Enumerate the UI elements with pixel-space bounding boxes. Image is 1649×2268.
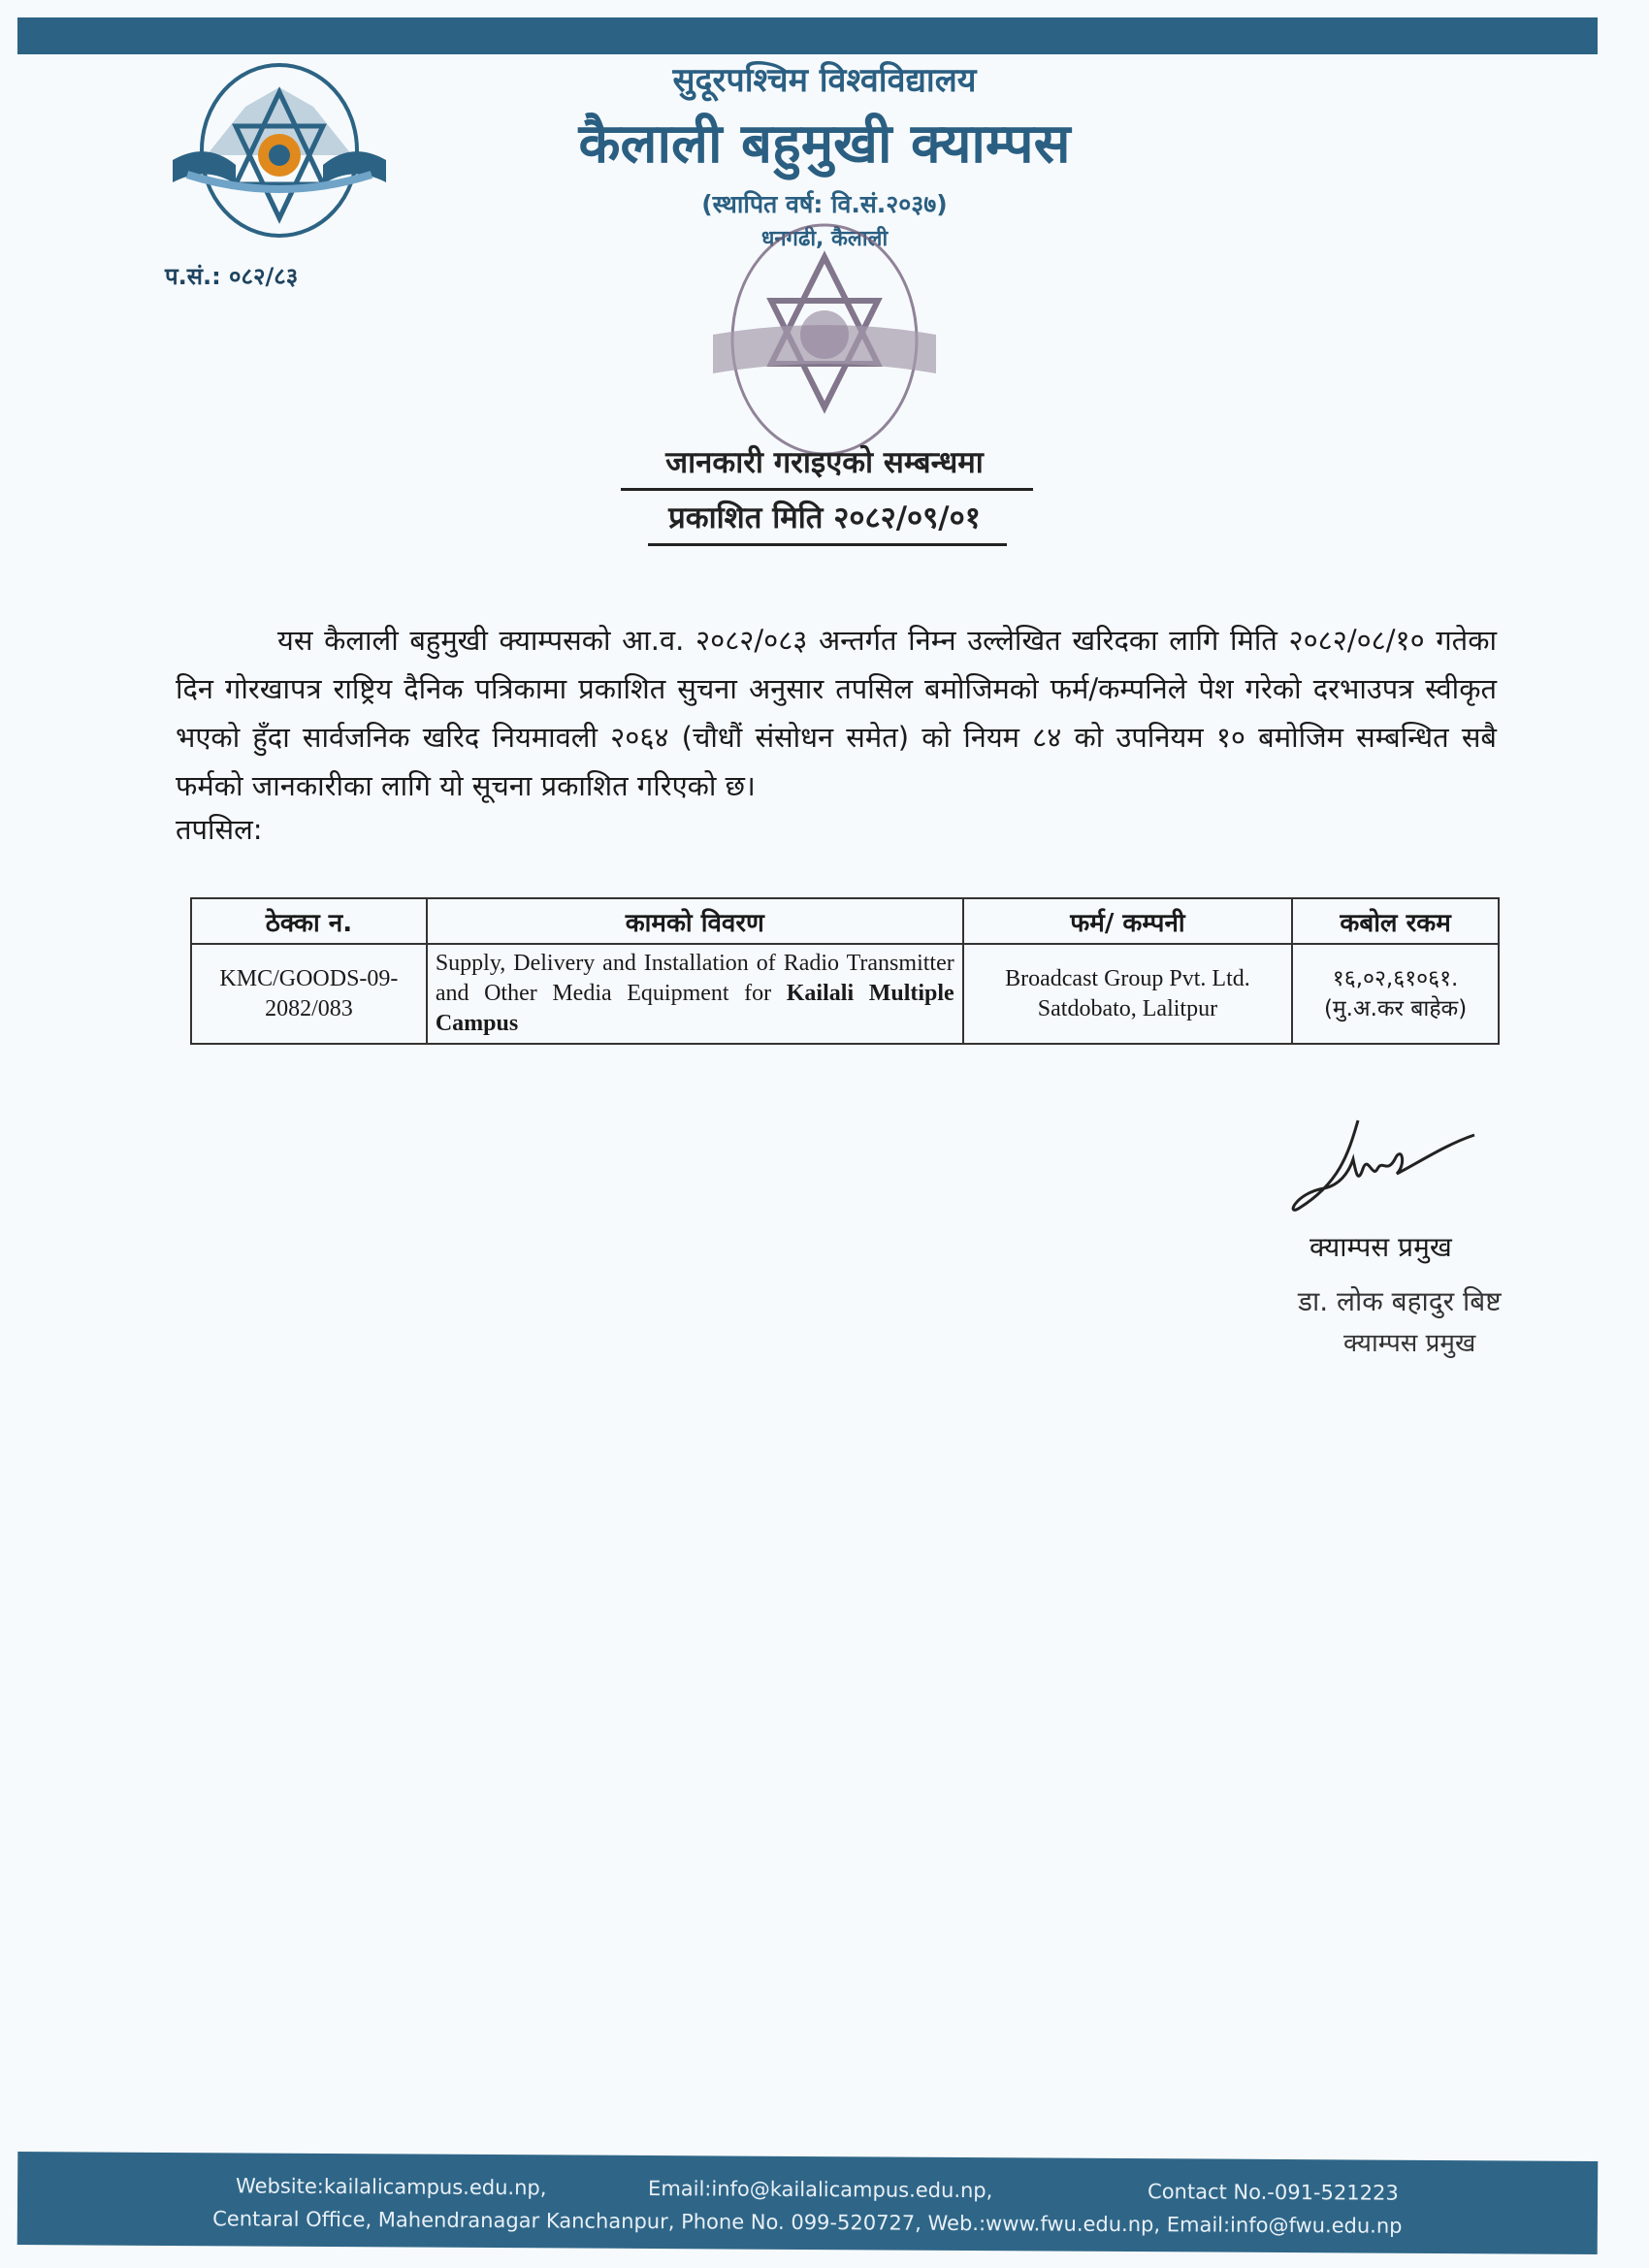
table-header-row <box>191 898 1499 944</box>
footer-contact: Contact No.-091-521223 <box>1148 2180 1399 2205</box>
established-year: (स्थापित वर्ष: वि.सं.२०३७) <box>701 190 948 218</box>
table-row <box>191 944 1499 1044</box>
published-date: प्रकाशित मिति २०८२/०९/०१ <box>668 501 981 535</box>
official-stamp <box>698 218 951 461</box>
subject-underline <box>621 488 1033 491</box>
header-firm: फर्म/ कम्पनी <box>963 898 1292 944</box>
contract-no: KMC/GOODS-09-2082/083 <box>191 944 427 1044</box>
header-bar <box>17 17 1598 54</box>
work-description <box>427 944 963 1044</box>
notice-body <box>176 616 1497 810</box>
header-description: कामको विवरण <box>427 898 963 944</box>
amount <box>1292 944 1499 1044</box>
signature <box>1280 1116 1504 1222</box>
notice-subject: जानकारी गराइएको सम्बन्धमा <box>665 445 984 480</box>
campus-address: धनगढी, कैलाली <box>760 227 889 251</box>
firm-address: Satdobato, Lalitpur <box>1037 995 1218 1021</box>
header-amount: कबोल रकम <box>1292 898 1499 944</box>
amount-note: (मु.अ.कर बाहेक) <box>1323 995 1468 1021</box>
date-underline <box>648 543 1007 546</box>
header-contract-no: ठेक्का न. <box>191 898 427 944</box>
firm <box>963 944 1292 1044</box>
notice-body-text: यस कैलाली बहुमुखी क्याम्पसको आ.व. २०८२/०८३ अन्तर्गत निम्न उल्लेखित खरिदका लागि मिति २०८२/०८/१० गतेका दिन गोरखापत्र राष्ट्रिय दैनिक पत्रिकामा प्रकाशित सुचना अनुसार तपसिल बमोजिमको फर्म/कम्पनिले पेश गरेको दरभाउपत्र स्वीकृत भएको हुँदा सार्वजनिक खरिद नियमावली २०६४ (चौधौं संसोधन समेत) को नियम ८४ को उपनियम १० बमोजिम सम्बन्धित सबै फर्मको जानकारीका लागि यो सूचना प्रकाशित गरिएको छ। <box>176 624 1497 802</box>
details-label: तपसिल: <box>176 813 263 846</box>
amount-value: १६,०२,६१०६१. <box>1332 965 1459 991</box>
footer-bar <box>17 2152 1599 2254</box>
firm-name: Broadcast Group Pvt. Ltd. <box>1005 965 1250 991</box>
footer-email: Email:info@kailalicampus.edu.np, <box>648 2176 993 2203</box>
description-text: Supply, Delivery and Installation of Radio Transmitter and Other Media Equipment for <box>435 951 954 1006</box>
signatory-role-stamp: क्याम्पस प्रमुख <box>1343 1329 1476 1358</box>
reference-number: प.सं.: ०८२/८३ <box>165 263 299 290</box>
signatory-name-stamp: डा. लोक बहादुर बिष्ट <box>1298 1285 1502 1317</box>
footer-website: Website:kailalicampus.edu.np, <box>236 2174 547 2200</box>
university-name: सुदूरपश्चिम विश्वविद्यालय <box>672 61 977 100</box>
campus-name: कैलाली बहुमुखी क्याम्पस <box>578 113 1071 176</box>
footer-central-office: Centaral Office, Mahendranagar Kanchanpur, Phone No. 099-520727, Web.:www.fwu.edu.np, Email:info@fwu.edu.np <box>212 2207 1403 2238</box>
signatory-role: क्याम्पस प्रमुख <box>1310 1231 1452 1263</box>
contract-table <box>190 897 1500 1045</box>
description-bold: Kailali Multiple Campus <box>435 981 954 1036</box>
footer-contact-line <box>17 2173 1598 2205</box>
